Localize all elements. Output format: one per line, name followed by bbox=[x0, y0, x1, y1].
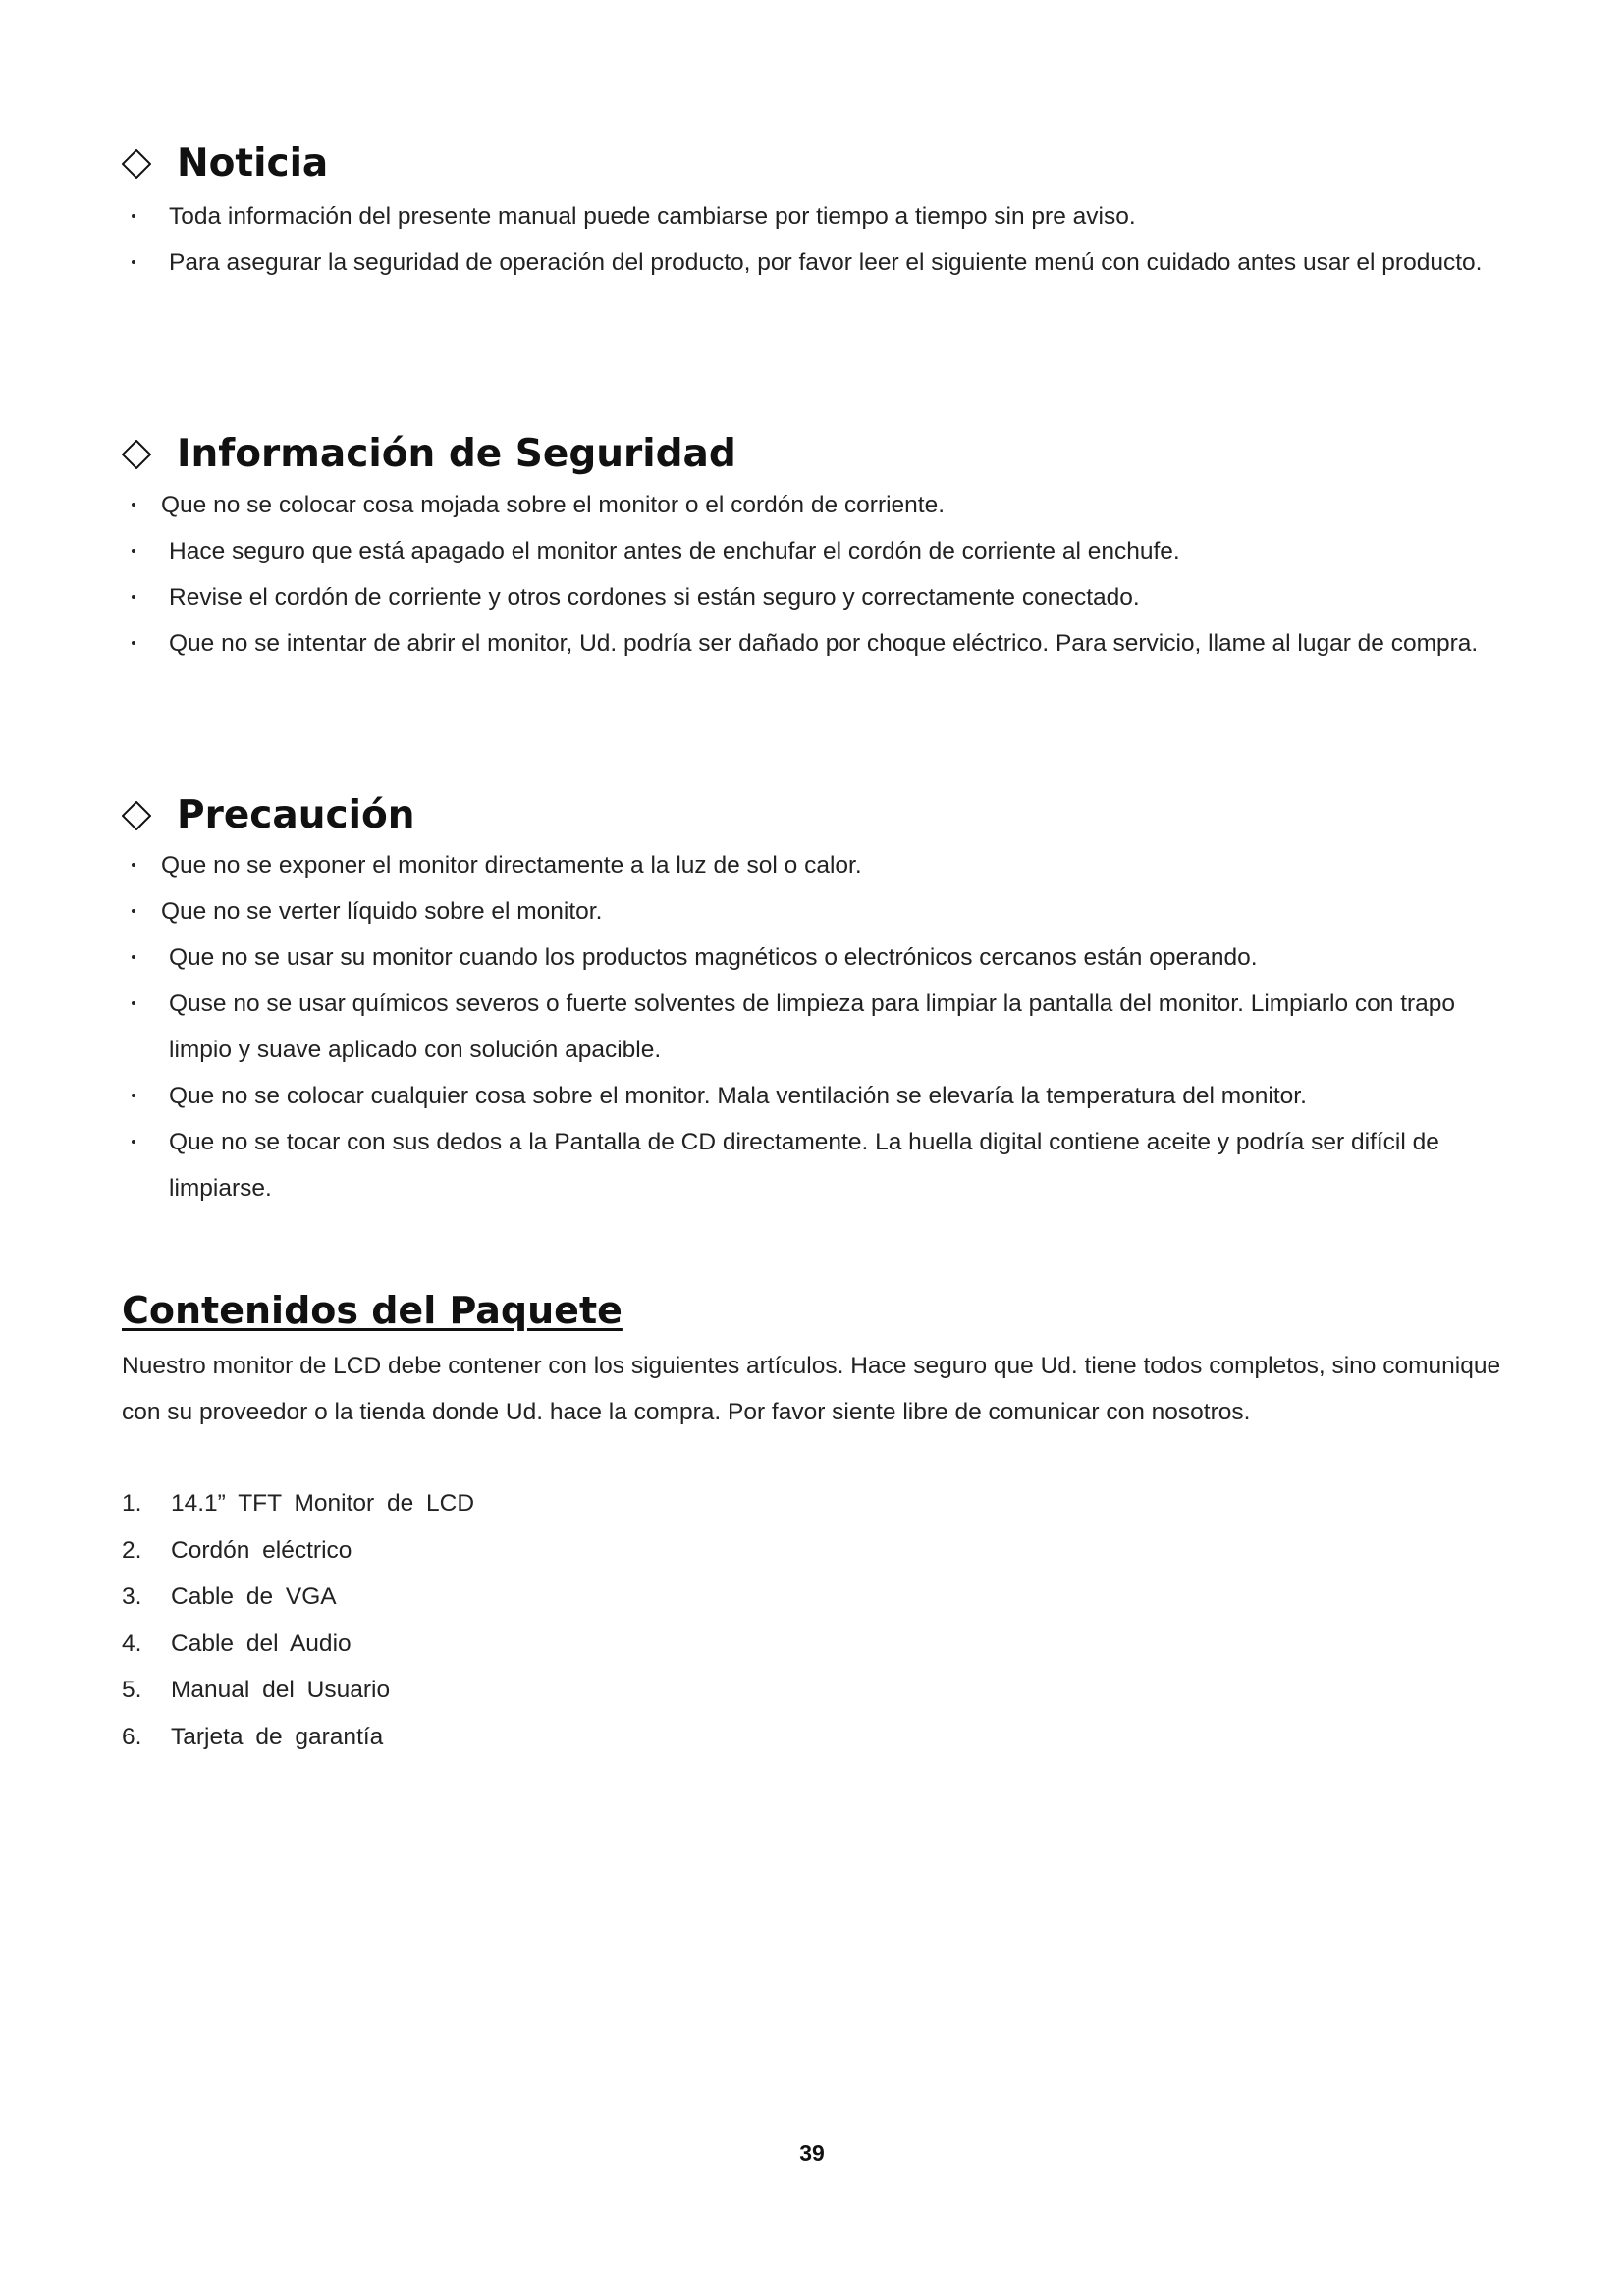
noticia-heading bbox=[122, 141, 328, 186]
page-number: 39 bbox=[799, 2140, 825, 2165]
precaucion-heading bbox=[122, 793, 415, 837]
bullet-icon bbox=[132, 503, 135, 507]
list-item: 1. 14.1” TFT Monitor de LCD bbox=[122, 1490, 475, 1517]
bullet-icon bbox=[132, 549, 135, 553]
section-title: Información de Seguridad bbox=[177, 432, 736, 476]
seguridad-list bbox=[0, 482, 1624, 667]
list-item: Que no se exponer el monitor directamente a la luz de sol o calor. bbox=[0, 842, 1624, 888]
bullet-icon bbox=[132, 1001, 135, 1005]
list-item: Para asegurar la seguridad de operación del producto, por favor leer el siguiente menú con cuidado antes usar el producto. bbox=[0, 240, 1624, 286]
list-item: Quse no se usar químicos severos o fuerte solventes de limpieza para limpiar la pantalla del monitor. Limpiarlo con trapo limpio y suave aplicado con solución apacible. bbox=[0, 981, 1624, 1073]
list-item: 2. Cordón eléctrico bbox=[122, 1536, 352, 1564]
bullet-icon bbox=[132, 260, 135, 264]
precaucion-list bbox=[0, 842, 1624, 1211]
section-title: Precaución bbox=[177, 793, 415, 837]
bullet-icon bbox=[132, 1140, 135, 1144]
bullet-icon bbox=[132, 955, 135, 959]
diamond-icon bbox=[122, 440, 151, 469]
bullet-icon bbox=[132, 214, 135, 218]
diamond-icon bbox=[122, 801, 151, 830]
list-item: Que no se colocar cualquier cosa sobre el monitor. Mala ventilación se elevaría la temperatura del monitor. bbox=[0, 1073, 1624, 1119]
bullet-icon bbox=[132, 909, 135, 913]
section-title: Noticia bbox=[177, 141, 329, 186]
bullet-icon bbox=[132, 1094, 135, 1097]
list-item: 4. Cable del Audio bbox=[122, 1629, 352, 1657]
list-item: 3. Cable de VGA bbox=[122, 1583, 337, 1610]
list-item: 6. Tarjeta de garantía bbox=[122, 1723, 384, 1750]
noticia-list bbox=[0, 193, 1624, 286]
package-intro: Nuestro monitor de LCD debe contener con los siguientes artículos. Hace seguro que Ud. tiene todos completos, sino comunique con su proveedor o la tienda donde Ud. hace la compra. Por favor siente libre de comunicar con nosotros. bbox=[122, 1353, 1501, 1425]
list-item: Revise el cordón de corriente y otros cordones si están seguro y correctamente conectado. bbox=[0, 574, 1624, 620]
bullet-icon bbox=[132, 595, 135, 599]
bullet-icon bbox=[132, 641, 135, 645]
seguridad-heading bbox=[122, 432, 736, 476]
list-item: Que no se tocar con sus dedos a la Pantalla de CD directamente. La huella digital contiene aceite y podría ser difícil de limpiarse. bbox=[0, 1119, 1624, 1211]
bullet-icon bbox=[132, 863, 135, 867]
list-item: Que no se colocar cosa mojada sobre el monitor o el cordón de corriente. bbox=[0, 482, 1624, 528]
list-item: Que no se intentar de abrir el monitor, Ud. podría ser dañado por choque eléctrico. Para servicio, llame al lugar de compra. bbox=[0, 620, 1624, 667]
diamond-icon bbox=[122, 149, 151, 179]
list-item: Hace seguro que está apagado el monitor antes de enchufar el cordón de corriente al enchufe. bbox=[0, 528, 1624, 574]
list-item: Que no se verter líquido sobre el monitor. bbox=[0, 888, 1624, 934]
package-title: Contenidos del Paquete bbox=[122, 1289, 623, 1332]
list-item: 5. Manual del Usuario bbox=[122, 1677, 391, 1703]
package-list bbox=[122, 1480, 474, 1760]
list-item: Toda información del presente manual puede cambiarse por tiempo a tiempo sin pre aviso. bbox=[0, 193, 1624, 240]
list-item: Que no se usar su monitor cuando los productos magnéticos o electrónicos cercanos están operando. bbox=[0, 934, 1624, 981]
